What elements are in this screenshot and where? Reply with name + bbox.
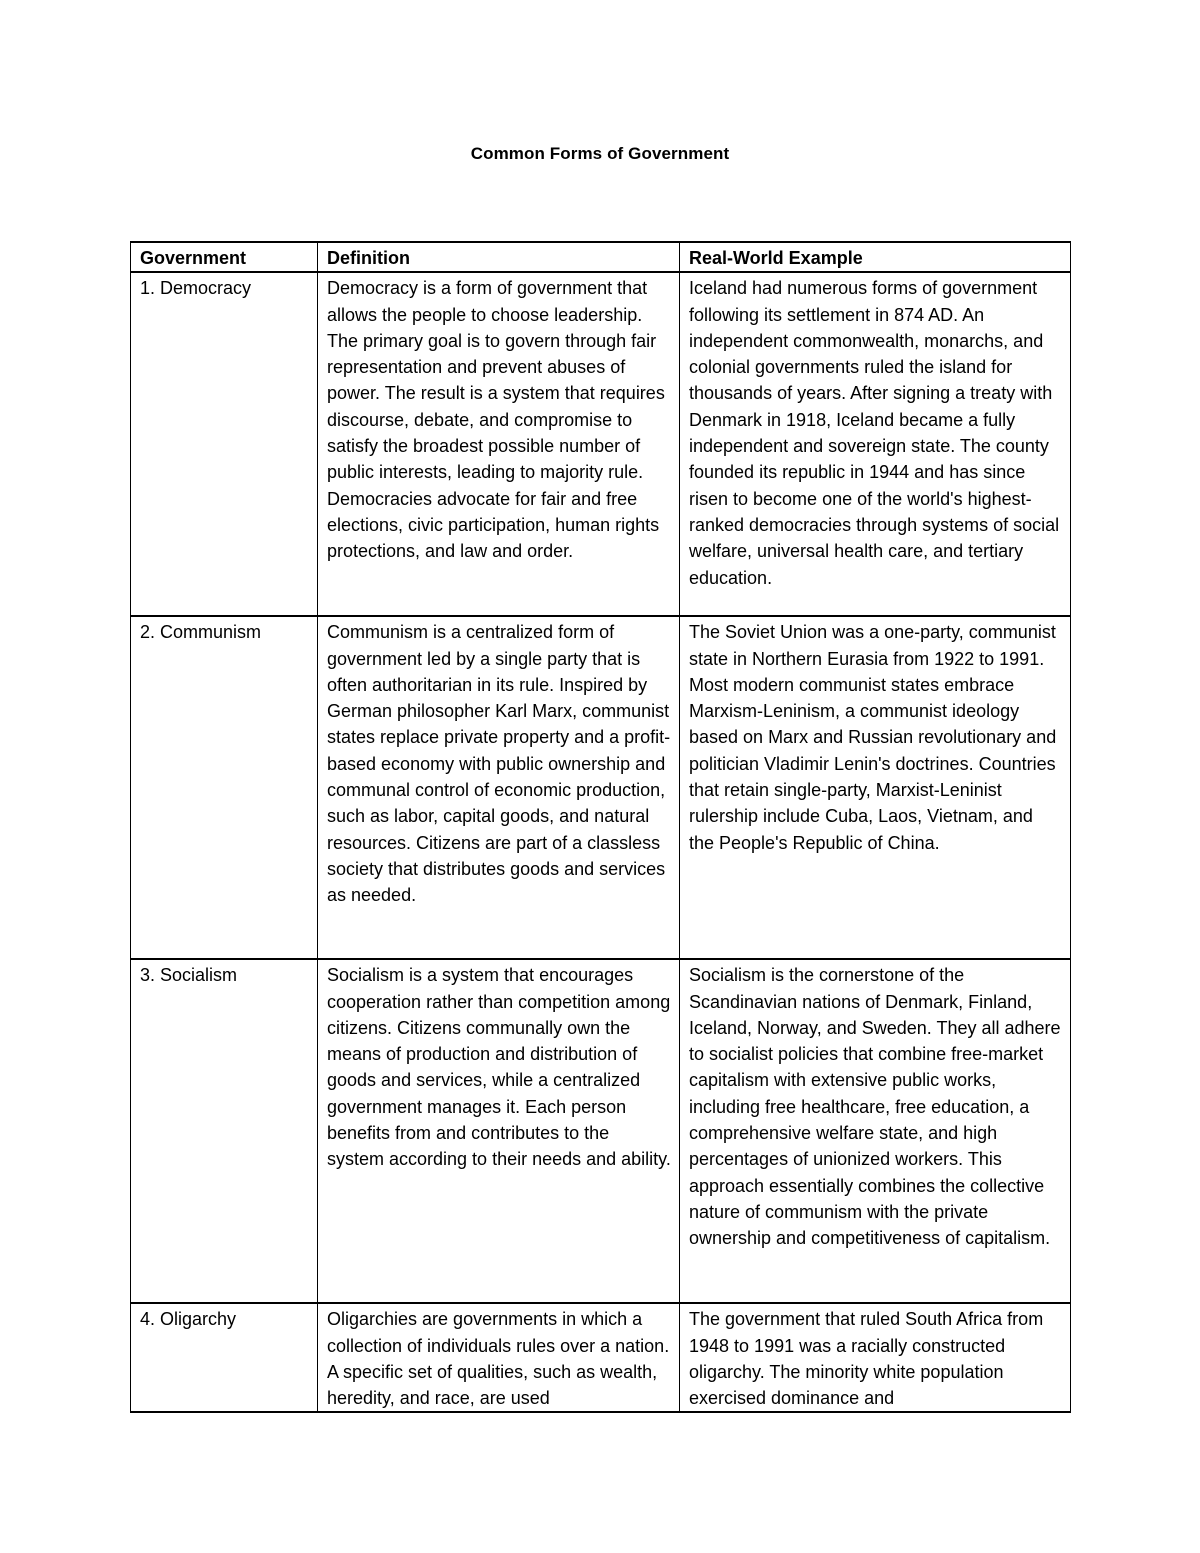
government-cell bbox=[131, 959, 318, 1303]
definition-text: Communism is a centralized form of government led by a single party that is often authoritarian in its rule. Inspired by German philosopher Karl Marx, communist states replace private property and a profit-based economy with public ownership and communal control of economic production, such as labor, capital goods, and natural resources. Citizens are part of a classless society that distributes goods and services as needed. bbox=[327, 622, 671, 906]
example-text: Iceland had numerous forms of government following its settlement in 874 AD. An independent commonwealth, monarchs, and colonial governments ruled the island for thousands of years. After signing a treaty with Denmark in 1918, Iceland became a fully independent and sovereign state. The county founded its republic in 1944 and has since risen to become one of the world's highest-ranked democracies through systems of social welfare, universal health care, and tertiary education. bbox=[689, 278, 1060, 588]
government-cell bbox=[131, 616, 318, 959]
example-text: Socialism is the cornerstone of the Scandinavian nations of Denmark, Finland, Iceland, Norway, and Sweden. They all adhere to socialist policies that combine free-market capitalism with extensive public works, including free healthcare, free education, a comprehensive welfare state, and high percentages of unionized workers. This approach essentially combines the collective nature of communism with the private ownership and competitiveness of capitalism. bbox=[689, 965, 1061, 1249]
definition-cell bbox=[318, 616, 680, 959]
example-cell bbox=[680, 272, 1071, 616]
example-cell bbox=[680, 1303, 1071, 1412]
government-name: 1. Democracy bbox=[140, 278, 252, 299]
definition-cell bbox=[318, 272, 680, 616]
example-cell bbox=[680, 959, 1071, 1303]
table-header-row bbox=[131, 242, 1071, 272]
definition-cell bbox=[318, 1303, 680, 1412]
table-row bbox=[131, 616, 1071, 959]
table-row bbox=[131, 959, 1071, 1303]
page-title: Common Forms of Government bbox=[470, 144, 730, 163]
table-row bbox=[131, 1303, 1071, 1412]
government-name: 4. Oligarchy bbox=[140, 1309, 237, 1330]
table-row bbox=[131, 272, 1071, 616]
government-table bbox=[130, 241, 1071, 1413]
column-header-example: Real-World Example bbox=[680, 242, 1071, 272]
definition-cell bbox=[318, 959, 680, 1303]
government-cell bbox=[131, 272, 318, 616]
example-text: The Soviet Union was a one-party, communist state in Northern Eurasia from 1922 to 1991. Most modern communist states embrace Marxism-Leninism, a communist ideology based on Marx and Russian revolutionary and politician Vladimir Lenin's doctrines. Countries that retain single-party, Marxist-Leninist rulership include Cuba, Laos, Vietnam, and the People's Republic of China. bbox=[689, 622, 1057, 853]
government-cell bbox=[131, 1303, 318, 1412]
definition-text: Socialism is a system that encourages cooperation rather than competition among citizens. Citizens communally own the means of production and distribution of goods and services, while a centralized government manages it. Each person benefits from and contributes to the system according to their needs and ability. bbox=[327, 965, 671, 1170]
column-header-government: Government bbox=[131, 242, 318, 272]
definition-text: Democracy is a form of government that allows the people to choose leadership. The primary goal is to govern through fair representation and prevent abuses of power. The result is a system that requires discourse, debate, and compromise to satisfy the broadest possible number of public interests, leading to majority rule. Democracies advocate for fair and free elections, civic participation, human rights protections, and law and order. bbox=[327, 278, 665, 562]
example-cell bbox=[680, 616, 1071, 959]
definition-text: Oligarchies are governments in which a collection of individuals rules over a nation. A specific set of qualities, such as wealth, heredity, and race, are used bbox=[327, 1309, 670, 1409]
example-text: The government that ruled South Africa from 1948 to 1991 was a racially constructed oligarchy. The minority white population exercised dominance and bbox=[689, 1309, 1044, 1409]
government-name: 2. Communism bbox=[140, 622, 262, 643]
column-header-definition: Definition bbox=[318, 242, 680, 272]
government-name: 3. Socialism bbox=[140, 965, 238, 986]
